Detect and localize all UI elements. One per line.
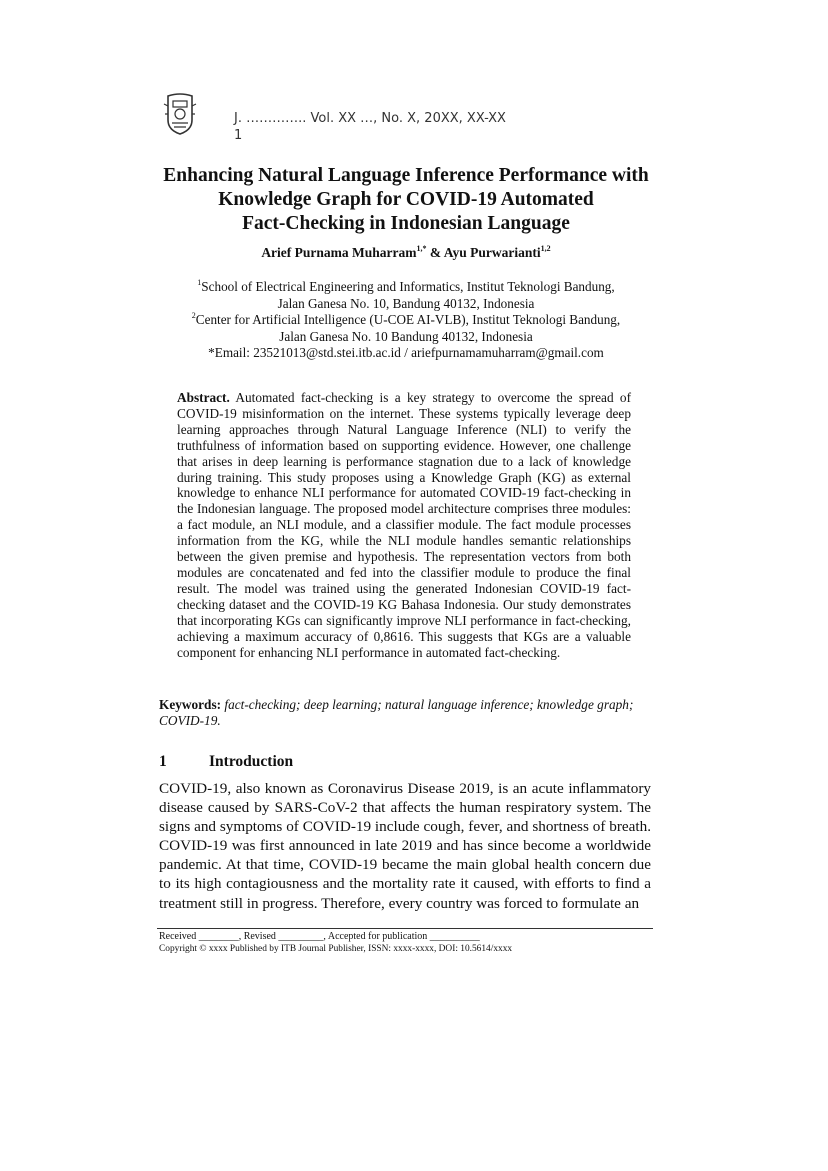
affiliation-text: Center for Artificial Intelligence (U-COE AI-VLB), Institut Teknologi Bandung, [195, 312, 621, 327]
keywords [159, 697, 651, 729]
author-name: Arief Purnama Muharram [261, 245, 417, 260]
journal-logo-icon [162, 92, 198, 136]
journal-header [234, 110, 506, 144]
affiliation-marker: 2 [191, 311, 196, 320]
paper-title [140, 164, 672, 236]
section-number: 1 [159, 753, 167, 770]
affiliation-line [140, 279, 672, 296]
author-name: Ayu Purwarianti [443, 245, 541, 260]
abstract-label: Abstract. [177, 390, 230, 405]
affiliation-text: School of Electrical Engineering and Informatics, Institut Teknologi Bandung, [201, 279, 615, 294]
footer-divider [157, 928, 653, 929]
email-line: *Email: 23521013@std.stei.itb.ac.id / ariefpurnamamuharram@gmail.com [208, 345, 604, 360]
title-line: Knowledge Graph for COVID-19 Automated [218, 189, 594, 210]
affiliation-line: Jalan Ganesa No. 10, Bandung 40132, Indonesia [277, 295, 535, 311]
author-separator: & [426, 245, 444, 260]
intro-paragraph: COVID-19, also known as Coronavirus Disease 2019, is an acute inflammatory disease caused by SARS-CoV-2 that affects the human respiratory system. The signs and symptoms of COVID-19 include cough, fever, and shortness of breath. COVID-19 was first announced in late 2019 and has since become a worldwide pandemic. At that time, COVID-19 became the main global health concern due to its high contagiousness and the mortality rate it caused, with efforts to find a treatment still in progress. Therefore, every country was forced to formulate an [159, 780, 651, 912]
author-affiliation-marker: 1,* [416, 244, 427, 253]
section-title: Introduction [209, 753, 294, 770]
section-heading [159, 753, 293, 771]
keywords-text: fact-checking; deep learning; natural language inference; knowledge graph; COVID-19. [159, 697, 634, 728]
abstract-text: Automated fact-checking is a key strategy to overcome the spread of COVID-19 misinformation on the internet. These systems typically leverage deep learning approaches through Natural Language Inference (NLI) to verify the truthfulness of information based on supporting evidence. However, one challenge that arises in deep learning is performance stagnation due to a lack of knowledge during training. This study proposes using a Knowledge Graph (KG) as external knowledge to enhance NLI performance for automated COVID-19 fact-checking in the Indonesian language. The proposed model architecture comprises three modules: a fact module, an NLI module, and a classifier module. The fact module processes information from the KG, while the NLI module handles semantic relationships between the given premise and hypothesis. The representation vectors from both modules are concatenated and fed into the classifier module to produce the final result. The model was trained using the generated Indonesian COVID-19 fact-checking dataset and the COVID-19 KG Bahasa Indonesia. Our study demonstrates that incorporating KGs can significantly improve NLI performance in fact-checking, achieving a maximum accuracy of 0,8616. This suggests that KGs are a valuable component for enhancing NLI performance in automated fact-checking. [177, 390, 632, 660]
affiliation-marker: 1 [197, 278, 202, 287]
keywords-label: Keywords: [159, 697, 222, 712]
journal-citation-line: J. ………….. Vol. XX …, No. X, 20XX, XX-XX [234, 111, 506, 126]
submission-dates: Received ________, Revised _________, Accepted for publication __________ [159, 931, 480, 942]
affiliations [140, 279, 672, 362]
abstract [177, 390, 631, 660]
author-affiliation-marker: 1,2 [540, 244, 551, 253]
title-line: Fact-Checking in Indonesian Language [242, 213, 570, 234]
affiliation-line: Jalan Ganesa No. 10 Bandung 40132, Indonesia [279, 328, 533, 344]
title-line: Enhancing Natural Language Inference Performance with [163, 165, 649, 186]
affiliation-line [140, 312, 672, 329]
page-number: 1 [234, 128, 243, 143]
author-list [140, 245, 672, 261]
copyright-notice: Copyright © xxxx Published by ITB Journal Publisher, ISSN: xxxx-xxxx, DOI: 10.5614/xxxx [159, 944, 513, 954]
